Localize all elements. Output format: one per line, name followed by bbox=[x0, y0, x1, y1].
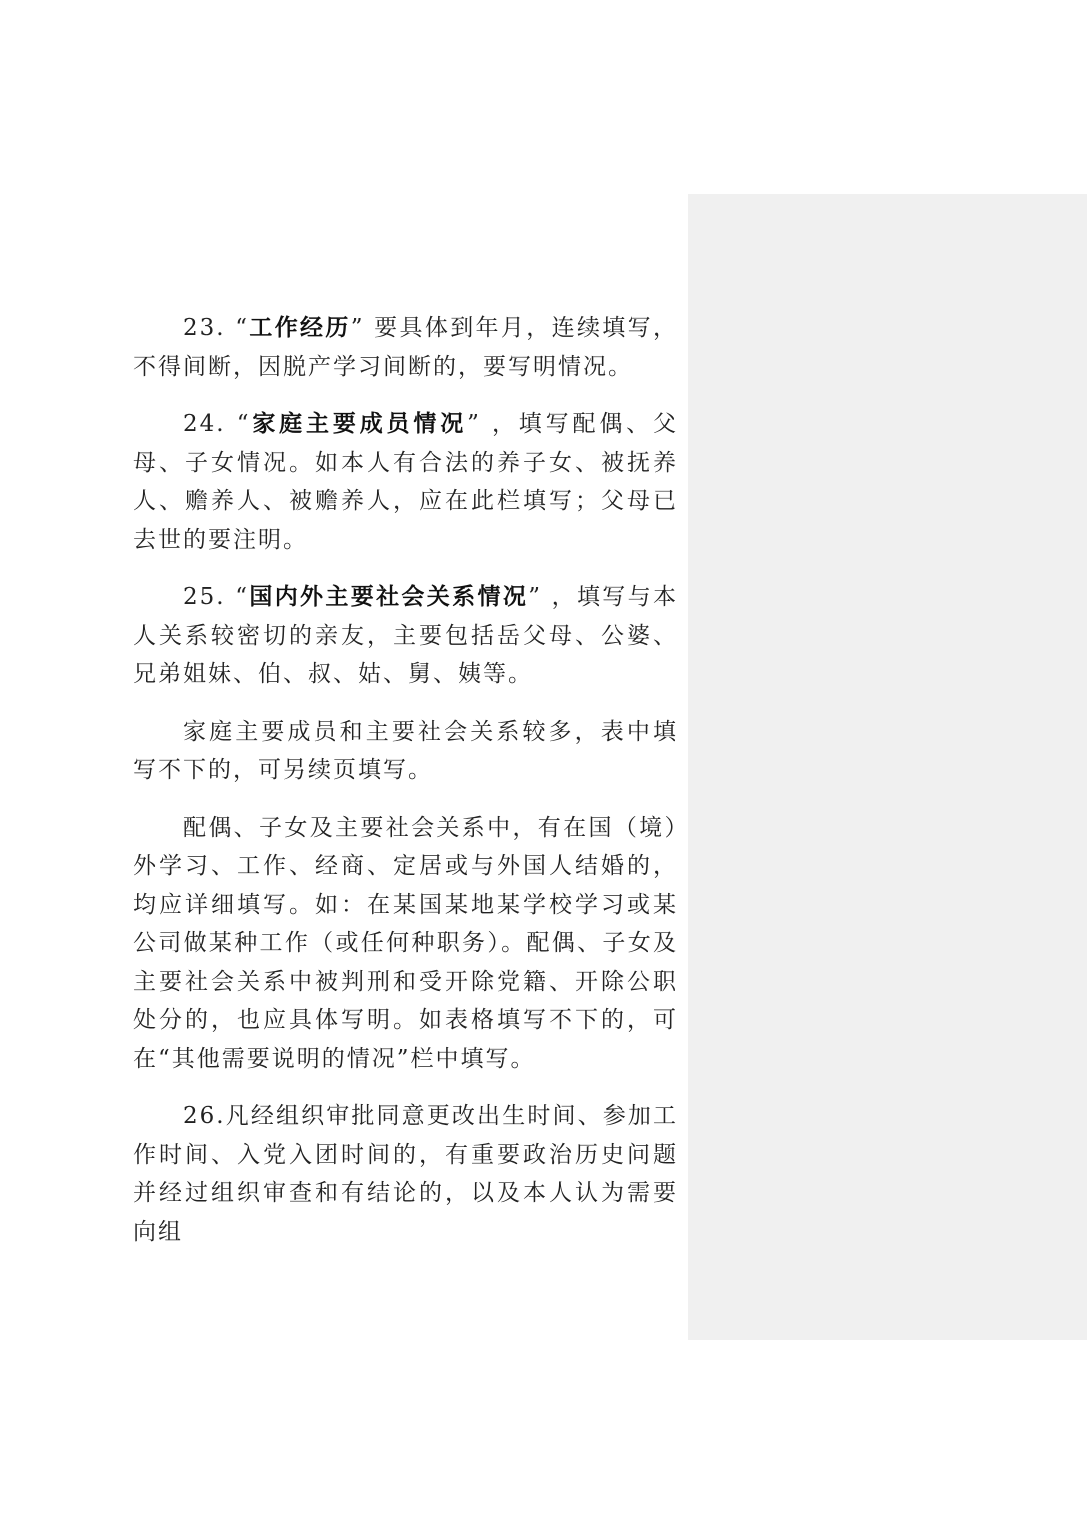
item-number: 23. “ bbox=[183, 315, 249, 341]
document-body bbox=[133, 309, 678, 1270]
paragraph-text: ” ，填写与本人关系较密切的亲友，主要包括岳父母、公婆、兄弟姐妹、伯、叔、姑、舅、姨等。 bbox=[133, 584, 678, 687]
paragraph-item-23 bbox=[133, 309, 678, 386]
item-number: 24. “ bbox=[183, 411, 251, 437]
paragraph-item-24 bbox=[133, 405, 678, 559]
paragraph-text: ” 要具体到年月，连续填写，不得间断，因脱产学习间断的，要写明情况。 bbox=[133, 315, 678, 380]
paragraph-continuation: 家庭主要成员和主要社会关系较多，表中填写不下的，可另续页填写。 bbox=[133, 718, 678, 783]
comment-pane bbox=[688, 194, 1087, 1340]
bold-term: 家庭主要成员情况 bbox=[250, 410, 468, 437]
bold-term: 工作经历 bbox=[249, 314, 351, 341]
paragraph-overseas-relations: 配偶、子女及主要社会关系中，有在国（境）外学习、工作、经商、定居或与外国人结婚的，均应详细填写。如：在某国某地某学校学习或某公司做某种工作（或任何种职务）。配偶、子女及主要社会关系中被判刑和受开除党籍、开除公职处分的，也应具体写明。如表格填写不下的，可在“其他需要说明的情况”栏中填写。 bbox=[133, 814, 678, 1072]
paragraph-item-25 bbox=[133, 578, 678, 694]
bold-term: 国内外主要社会关系情况 bbox=[249, 583, 529, 610]
paragraph-item-26: 26.凡经组织审批同意更改出生时间、参加工作时间、入党入团时间的，有重要政治历史问题并经过组织审查和有结论的，以及本人认为需要向组 bbox=[133, 1103, 678, 1245]
item-number: 25. “ bbox=[183, 584, 249, 610]
paragraph-text: ” ，填写配偶、父母、子女情况。如本人有合法的养子女、被抚养人、赡养人、被赡养人，应在此栏填写；父母已去世的要注明。 bbox=[133, 411, 679, 553]
